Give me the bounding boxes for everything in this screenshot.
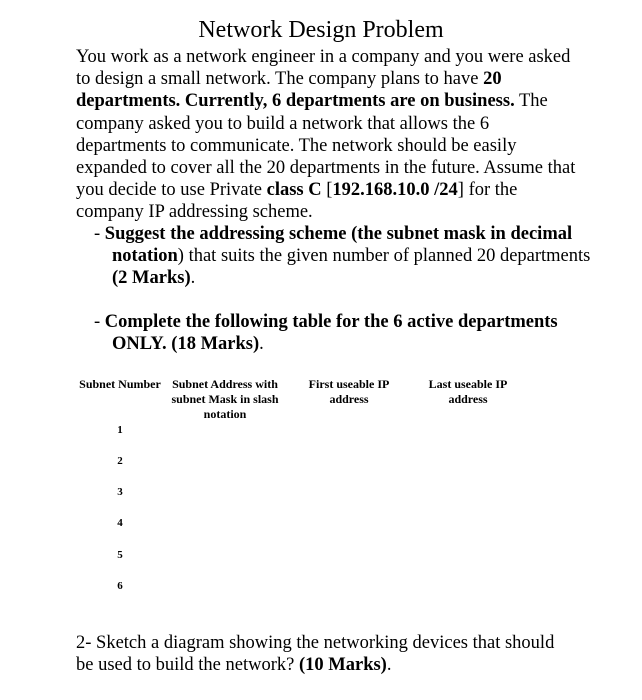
task1-bold-1: Suggest the addressing scheme (the subnet mask in decimal notation bbox=[104, 224, 573, 267]
task1-text-2: . bbox=[190, 268, 196, 289]
question-2 bbox=[76, 632, 576, 676]
table-header-subnet-address: Subnet Address with subnet Mask in slash notation bbox=[171, 377, 279, 421]
task1-marks: (2 Marks) bbox=[112, 268, 191, 289]
intro-bold-network: 192.168.10.0 /24 bbox=[332, 180, 458, 201]
q2-text-1: 2- Sketch a diagram showing the networking devices that should be used to build the network? bbox=[76, 633, 555, 676]
task2-text-1: . bbox=[259, 334, 264, 355]
table-header-subnet-number: Subnet Number bbox=[79, 377, 161, 391]
q2-marks: (10 Marks) bbox=[298, 655, 387, 676]
task1-text-1: ) that suits the given number of planned 20 departments bbox=[177, 246, 591, 267]
task-addressing-scheme bbox=[94, 223, 592, 290]
task2-bold-1: Complete the following table for the 6 active departments ONLY. (18 Marks) bbox=[104, 312, 558, 355]
intro-bold-departments: 20 departments. Currently, 6 departments are on business. bbox=[76, 69, 515, 112]
table-header-last-ip: Last useable IP address bbox=[428, 377, 508, 406]
intro-text-4: ] for the company IP addressing scheme. bbox=[76, 180, 518, 223]
q2-text-2: . bbox=[386, 655, 392, 676]
intro-text-2: The company asked you to build a network that allows the 6 departments to communicate. The network should be easily expanded to cover all the 20 departments in the future. Assume that you decide to use Private bbox=[76, 91, 576, 201]
table-row-number: 4 bbox=[117, 517, 123, 529]
table-row-number: 6 bbox=[117, 580, 123, 592]
intro-text-1: You work as a network engineer in a company and you were asked to design a small network. The company plans to have bbox=[76, 47, 571, 90]
table-row-number: 2 bbox=[117, 455, 123, 467]
task1-dash: - bbox=[94, 224, 105, 244]
intro-paragraph bbox=[76, 46, 576, 224]
table-row-number: 5 bbox=[117, 549, 123, 561]
task-complete-table bbox=[94, 311, 592, 355]
table-header-first-ip: First useable IP address bbox=[308, 377, 390, 406]
table-row-number: 1 bbox=[117, 424, 123, 436]
page-title: Network Design Problem bbox=[198, 17, 444, 43]
task2-dash: - bbox=[94, 312, 105, 332]
intro-text-3: [ bbox=[321, 180, 333, 201]
intro-bold-class: class C bbox=[266, 180, 322, 201]
table-row-number: 3 bbox=[117, 486, 123, 498]
